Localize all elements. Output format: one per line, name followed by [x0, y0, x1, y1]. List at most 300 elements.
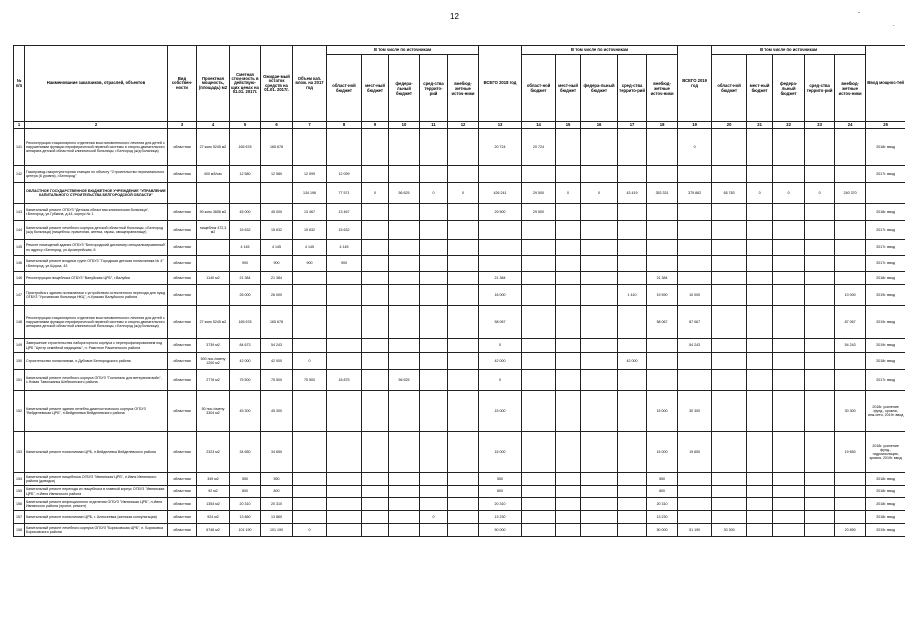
cell-c17 [618, 221, 647, 240]
cell-c7 [293, 129, 327, 166]
cell-c6: 21 384 [261, 272, 293, 285]
cell-c18: 353 331 [647, 183, 678, 204]
cell-c7: 12 099 [293, 166, 327, 183]
cell-c8: 18 875 [327, 370, 362, 391]
cell-c10 [389, 272, 420, 285]
cell-c17 [618, 204, 647, 221]
cell-c5: 21 384 [230, 272, 261, 285]
cell-c24 [835, 272, 866, 285]
cell-c24 [835, 511, 866, 524]
cell-c18: 15 000 [647, 432, 678, 473]
cell-c9 [362, 511, 389, 524]
cell-name: Строительство поликлиники, п.Дубовое Белгородского района [25, 353, 168, 370]
cell-cap: 2776 м2 [197, 370, 230, 391]
cell-c8: 900 [327, 256, 362, 272]
table-row [14, 486, 905, 498]
cell-c10 [389, 498, 420, 511]
cell-c23 [805, 204, 835, 221]
cell-c14 [522, 524, 556, 537]
cell-name: Капитальный ремонт лечебного корпуса детской областной больницы, г.Белгород (ж/д больница) (пищеблок, прачечная, аптека, гараж, овощехранилище) [25, 221, 168, 240]
column-number-row [14, 122, 905, 129]
cell-c24: 10 000 [835, 285, 866, 306]
cell-c20 [712, 204, 747, 221]
cell-c17 [618, 511, 647, 524]
cell-c14 [522, 285, 556, 306]
cell-c14 [522, 353, 556, 370]
table-row [14, 370, 905, 391]
cell-c11 [420, 524, 448, 537]
cell-c9 [362, 391, 389, 432]
cell-c7 [293, 486, 327, 498]
cell-c25: 2017г. ввод [866, 240, 905, 256]
cell-own: областная [168, 221, 197, 240]
cell-cap: 50 пос./смену 3304 м2 [197, 391, 230, 432]
cell-c6: 20 310 [261, 498, 293, 511]
cell-n: 146 [14, 256, 25, 272]
cell-c7: 0 [293, 524, 327, 537]
cell-c10: 56 625 [389, 370, 420, 391]
col-num-1: 1 [14, 122, 25, 129]
cell-c24: 20 890 [835, 524, 866, 537]
cell-c19 [678, 486, 712, 498]
cell-c21 [747, 473, 773, 486]
cell-c23 [805, 339, 835, 353]
cell-c9 [362, 221, 389, 240]
cell-c17: 43 419 [618, 183, 647, 204]
cell-c23 [805, 129, 835, 166]
cell-c11 [420, 240, 448, 256]
cell-c23 [805, 391, 835, 432]
cell-cap: 6746 м2 [197, 524, 230, 537]
table-row [14, 339, 905, 353]
cell-c17 [618, 306, 647, 339]
cell-c22 [773, 511, 805, 524]
cell-name: Завершение строительства лабораторного корпуса с перепрофилированием под ЦРБ "Центр семейной медицины", п. Ракитное Ракитянского района [25, 339, 168, 353]
cell-c9 [362, 432, 389, 473]
cell-c19 [678, 511, 712, 524]
cell-c11 [420, 129, 448, 166]
cell-c24 [835, 204, 866, 221]
cell-c15 [556, 285, 581, 306]
cell-own: областная [168, 306, 197, 339]
cell-c21 [747, 221, 773, 240]
cell-c21: 0 [747, 183, 773, 204]
cell-c24 [835, 370, 866, 391]
cell-c19: 54 243 [678, 339, 712, 353]
cell-c13: 20 310 [479, 498, 522, 511]
cell-c11 [420, 339, 448, 353]
cell-c18: 550 [647, 473, 678, 486]
cell-c5: 75 500 [230, 370, 261, 391]
cell-c10 [389, 511, 420, 524]
cell-c25: 2019г. ввод [866, 306, 905, 339]
cell-c5: 26 000 [230, 285, 261, 306]
cell-c8: 13 467 [327, 204, 362, 221]
cell-c14: 20 724 [522, 129, 556, 166]
cell-c5: 42 000 [230, 353, 261, 370]
cell-c11: 0 [420, 511, 448, 524]
cell-c23 [805, 240, 835, 256]
col-num-15: 15 [556, 122, 581, 129]
cell-c21 [747, 306, 773, 339]
header-offbudget: внебюд-жетные источ-ники [647, 55, 678, 122]
cell-c6: 900 [261, 256, 293, 272]
cell-c23 [805, 511, 835, 524]
cell-c14 [522, 272, 556, 285]
col-num-16: 16 [581, 122, 618, 129]
cell-cap: 2323 м2 [197, 432, 230, 473]
cell-own: областная [168, 486, 197, 498]
cell-c5: 34 650 [230, 432, 261, 473]
cell-c17: 1 410 [618, 285, 647, 306]
cell-c15 [556, 353, 581, 370]
cell-c25 [866, 183, 905, 204]
cell-c12 [448, 498, 479, 511]
cell-n: 145 [14, 240, 25, 256]
cell-c25: 2019г. ввод [866, 524, 905, 537]
cell-c11 [420, 370, 448, 391]
cell-c14 [522, 391, 556, 432]
cell-c24 [835, 473, 866, 486]
cell-c24 [835, 353, 866, 370]
cell-cap [197, 240, 230, 256]
cell-name: Капитальный ремонт лечебного корпуса ОГБУЗ "Госпиталь для ветеранов войн", с.Новая Таволжанка Шебекинского района [25, 370, 168, 391]
cell-c24: 54 243 [835, 339, 866, 353]
header-sources-2017: В том числе по источникам [327, 46, 479, 55]
cell-c14 [522, 498, 556, 511]
cell-c25: 2017г. ввод [866, 370, 905, 391]
cell-name: Капитальный ремонт здания лечебно-диагностического корпуса ОГБУЗ "Вейделевская ЦРБ", п.Вейделевка Вейделевского района [25, 391, 168, 432]
cell-c10 [389, 221, 420, 240]
cell-c9: 0 [362, 183, 389, 204]
col-num-7: 7 [293, 122, 327, 129]
cell-c14 [522, 432, 556, 473]
cell-c21 [747, 524, 773, 537]
cell-c5: 550 [230, 473, 261, 486]
cell-c9 [362, 272, 389, 285]
header-total-2018: ВСЕГО 2018 год [479, 46, 522, 122]
cell-c22 [773, 498, 805, 511]
cell-c20 [712, 473, 747, 486]
cell-c16 [581, 473, 618, 486]
cell-c16 [581, 432, 618, 473]
cell-c12 [448, 370, 479, 391]
cell-c11 [420, 256, 448, 272]
cell-c16 [581, 370, 618, 391]
cell-c16 [581, 498, 618, 511]
cell-c17 [618, 524, 647, 537]
table-row [14, 432, 905, 473]
cell-c20 [712, 498, 747, 511]
cell-n: 146 [14, 272, 25, 285]
cell-c9 [362, 204, 389, 221]
cell-c11: 0 [420, 183, 448, 204]
cell-c18 [647, 339, 678, 353]
scan-mark: . [893, 22, 895, 28]
cell-c9 [362, 285, 389, 306]
cell-c14 [522, 221, 556, 240]
cell-c18 [647, 353, 678, 370]
cell-c25: 2018г. ввод [866, 353, 905, 370]
cell-c13: 15 000 [479, 391, 522, 432]
col-num-2: 2 [25, 122, 168, 129]
cell-name: Пристройка к зданию поликлиники с устройством остекленного перехода для нужд ОГБУЗ "Урочанская больница НКЦ", п.Уразово Валуйского района [25, 285, 168, 306]
cell-c22 [773, 272, 805, 285]
cell-c13: 50 000 [479, 524, 522, 537]
header-offbudget: внебюд-жетные источ-ники [448, 55, 479, 122]
cell-own: областная [168, 129, 197, 166]
cell-c13: 58 067 [479, 306, 522, 339]
cell-c10 [389, 306, 420, 339]
table-row [14, 285, 905, 306]
cell-n: 155 [14, 486, 25, 498]
cell-c9 [362, 256, 389, 272]
cell-c10 [389, 129, 420, 166]
cell-c6: 550 [261, 473, 293, 486]
cell-c7 [293, 473, 327, 486]
cell-c10 [389, 353, 420, 370]
cell-name: Ремонт помещений здания ОГБУЗ "Белгородский диспансер специализированный" по адресу г.Белгород, ул.Архиерейская, 6 [25, 240, 168, 256]
cell-c18: 58 067 [647, 306, 678, 339]
cell-c24: 19 650 [835, 432, 866, 473]
cell-c18 [647, 221, 678, 240]
cell-c22 [773, 486, 805, 498]
cell-own [168, 183, 197, 204]
cell-c16 [581, 391, 618, 432]
cell-c18: 50 000 [647, 524, 678, 537]
cell-c7 [293, 306, 327, 339]
cell-c12 [448, 256, 479, 272]
cell-c12 [448, 524, 479, 537]
cell-c8 [327, 432, 362, 473]
cell-c8: 4 145 [327, 240, 362, 256]
cell-c9 [362, 339, 389, 353]
cell-c19 [678, 256, 712, 272]
cell-c15 [556, 129, 581, 166]
cell-c5: 20 310 [230, 498, 261, 511]
header-num: № п/п [14, 46, 25, 122]
cell-c5 [230, 183, 261, 204]
cell-c11 [420, 306, 448, 339]
header-capex-2017: Объем кап. влож. на 2017 год [293, 46, 327, 122]
cell-c22 [773, 353, 805, 370]
cell-c22 [773, 306, 805, 339]
cell-c19 [678, 272, 712, 285]
header-territorial: сред-ства террито-рий [618, 55, 647, 122]
cell-cap: 400 м3/час [197, 166, 230, 183]
cell-c17 [618, 339, 647, 353]
cell-n: 141 [14, 129, 25, 166]
header-name: Наименование заказчиков, отраслей, объектов [25, 46, 168, 122]
cell-c19 [678, 166, 712, 183]
cell-c12 [448, 391, 479, 432]
cell-c19 [678, 473, 712, 486]
cell-name: Капитальный ремонт ОГБУЗ "Детская областная клиническая больница", г.Белгород, ул.Губкина, д.44, корпус № 1 [25, 204, 168, 221]
cell-c8: 15 632 [327, 221, 362, 240]
cell-n: 143 [14, 204, 25, 221]
cell-c11 [420, 285, 448, 306]
cell-c8 [327, 524, 362, 537]
col-num-25: 25 [866, 122, 905, 129]
cell-c23 [805, 285, 835, 306]
cell-c21 [747, 129, 773, 166]
cell-c7: 13 467 [293, 204, 327, 221]
cell-c22 [773, 129, 805, 166]
cell-c16 [581, 204, 618, 221]
cell-c18: 15 000 [647, 391, 678, 432]
cell-c8 [327, 339, 362, 353]
cell-c17 [618, 498, 647, 511]
cell-c10 [389, 285, 420, 306]
cell-c19: 30 300 [678, 391, 712, 432]
col-num-9: 9 [362, 122, 389, 129]
cell-c15 [556, 306, 581, 339]
cell-own: областная [168, 240, 197, 256]
cell-cap: 1140 м2 [197, 272, 230, 285]
cell-c8 [327, 498, 362, 511]
cell-c20: 30 300 [712, 524, 747, 537]
cell-c7: 4 145 [293, 240, 327, 256]
cell-c12 [448, 204, 479, 221]
col-num-22: 22 [773, 122, 805, 129]
cell-c13: 16 000 [479, 285, 522, 306]
header-ownership: Вид собствен-ности [168, 46, 197, 122]
cell-c17 [618, 473, 647, 486]
cell-c22 [773, 166, 805, 183]
cell-c20 [712, 240, 747, 256]
col-num-11: 11 [420, 122, 448, 129]
cell-c17 [618, 129, 647, 166]
cell-c8 [327, 486, 362, 498]
cell-c6: 54 243 [261, 339, 293, 353]
cell-c23 [805, 221, 835, 240]
cell-c20 [712, 339, 747, 353]
cell-c13: 0 [479, 370, 522, 391]
cell-c16 [581, 221, 618, 240]
cell-c15 [556, 524, 581, 537]
cell-c7: 0 [293, 353, 327, 370]
cell-c19 [678, 221, 712, 240]
cell-c17 [618, 272, 647, 285]
cell-own: областная [168, 256, 197, 272]
cell-c18 [647, 166, 678, 183]
cell-c10 [389, 204, 420, 221]
header-sources-2018: В том числе по источникам [522, 46, 678, 55]
cell-n: 151 [14, 370, 25, 391]
cell-c20 [712, 511, 747, 524]
cell-c24 [835, 256, 866, 272]
cell-cap: 27 коек 5245 м2 [197, 129, 230, 166]
cell-c22 [773, 221, 805, 240]
cell-c11 [420, 221, 448, 240]
cell-own: областная [168, 473, 197, 486]
col-num-13: 13 [479, 122, 522, 129]
col-num-17: 17 [618, 122, 647, 129]
cell-name: Газопровод-газорегуляторная станция по объекту "Строительство перинатального центра (6 уровня), г.Белгород" [25, 166, 168, 183]
cell-c15 [556, 204, 581, 221]
cell-cap [197, 285, 230, 306]
header-offbudget: внебюд-жетные источ-ники [835, 55, 866, 122]
cell-c14 [522, 370, 556, 391]
cell-c15 [556, 221, 581, 240]
cell-c13 [479, 240, 522, 256]
cell-c5: 45 300 [230, 391, 261, 432]
cell-c13: 29 500 [479, 204, 522, 221]
cell-c11 [420, 204, 448, 221]
cell-own: областная [168, 391, 197, 432]
cell-c14: 29 500 [522, 204, 556, 221]
cell-c22 [773, 285, 805, 306]
cell-c12 [448, 221, 479, 240]
cell-c7: 900 [293, 256, 327, 272]
cell-c14 [522, 473, 556, 486]
cell-c20 [712, 256, 747, 272]
header-local: мест-ный бюджет [747, 55, 773, 122]
cell-c9 [362, 166, 389, 183]
cell-c11 [420, 486, 448, 498]
cell-c21 [747, 204, 773, 221]
cell-c10 [389, 166, 420, 183]
cell-c6: 4 145 [261, 240, 293, 256]
cell-cap: пищеблок 472,3 м2 [197, 221, 230, 240]
header-regional: област-ной бюджет [522, 55, 556, 122]
cell-c12 [448, 240, 479, 256]
cell-c19: 87 067 [678, 306, 712, 339]
cell-c15 [556, 256, 581, 272]
cell-c6: 165 678 [261, 306, 293, 339]
cell-c20 [712, 353, 747, 370]
cell-c22: 0 [773, 183, 805, 204]
cell-c18 [647, 370, 678, 391]
cell-c22 [773, 339, 805, 353]
cell-c25: 2018г. ввод [866, 272, 905, 285]
cell-c9 [362, 353, 389, 370]
col-num-20: 20 [712, 122, 747, 129]
cell-c18: 21 384 [647, 272, 678, 285]
cell-c15 [556, 498, 581, 511]
col-num-14: 14 [522, 122, 556, 129]
cell-own: областная [168, 166, 197, 183]
cell-c21 [747, 511, 773, 524]
cell-name: Капитальный ремонт пищеблока ОГБУЗ "Ивнянская ЦРБ", п.Ивня Ивнянского района (доводка) [25, 473, 168, 486]
cell-c24: 87 067 [835, 306, 866, 339]
cell-cap: 349 м2 [197, 473, 230, 486]
cell-c16 [581, 285, 618, 306]
cell-c13 [479, 166, 522, 183]
cell-c16 [581, 339, 618, 353]
cell-c21 [747, 285, 773, 306]
cell-c19 [678, 370, 712, 391]
cell-c10 [389, 240, 420, 256]
cell-c17: 42 000 [618, 353, 647, 370]
cell-n: 148 [14, 306, 25, 339]
cell-c15 [556, 486, 581, 498]
cell-c8 [327, 272, 362, 285]
cell-c23 [805, 353, 835, 370]
cell-cap: 90 коек 3656 м2 [197, 204, 230, 221]
col-num-21: 21 [747, 122, 773, 129]
cell-c23 [805, 256, 835, 272]
cell-c11 [420, 272, 448, 285]
cell-c8: 77 571 [327, 183, 362, 204]
cell-c22 [773, 473, 805, 486]
cell-c13: 42 000 [479, 353, 522, 370]
cell-c20 [712, 432, 747, 473]
cell-c15 [556, 166, 581, 183]
cell-n [14, 183, 25, 204]
cell-c25: 2018г. ввод [866, 473, 905, 486]
header-federal: федера-льный бюджет [389, 55, 420, 122]
